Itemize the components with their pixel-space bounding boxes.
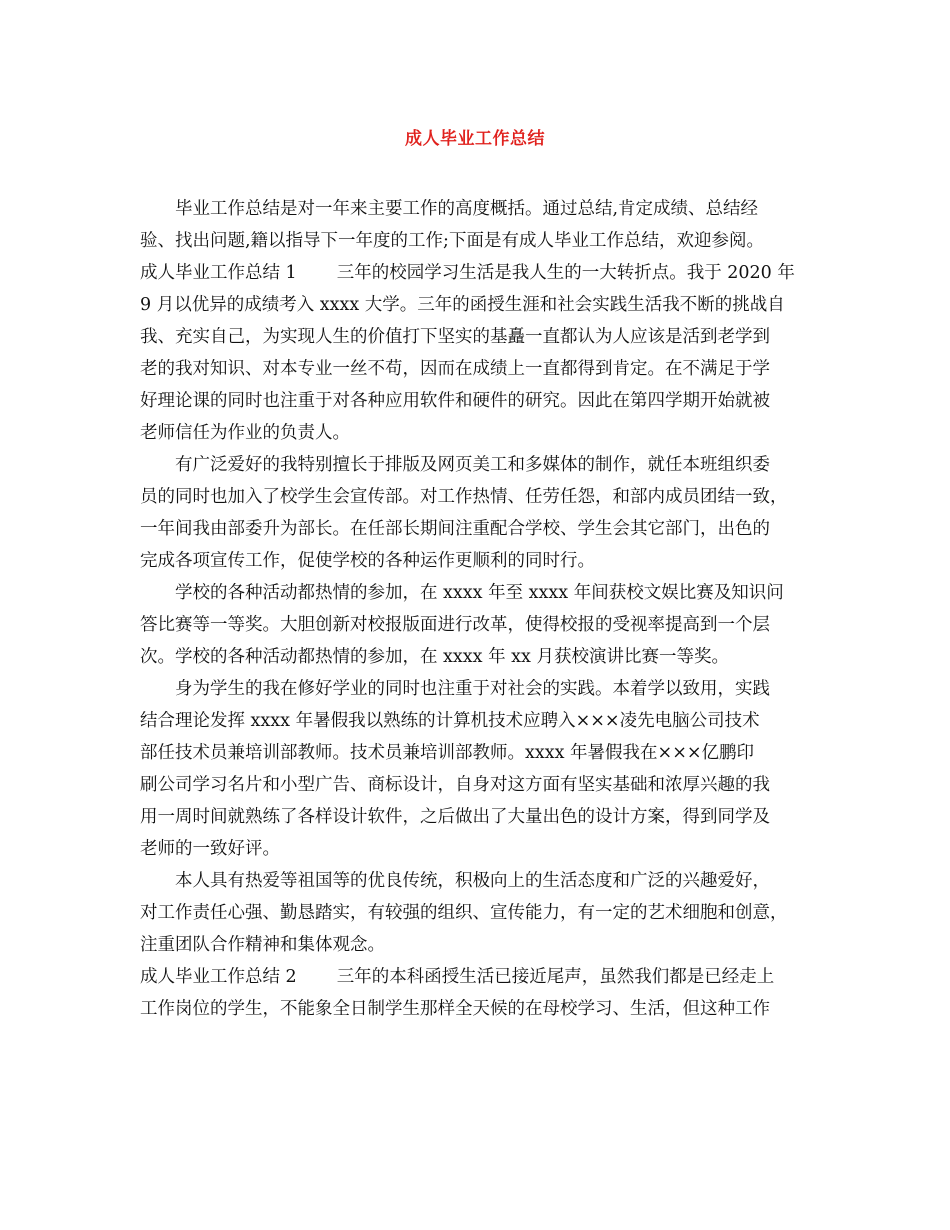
- section-1-first-line: [140, 257, 820, 289]
- text-line: 完成各项宣传工作，促使学校的各种运作更顺利的同时行。: [140, 551, 595, 571]
- text-line: 9 月以优异的成绩考入 xxxx 大学。三年的函授生涯和社会实践生活我不断的挑战自: [140, 295, 785, 315]
- text-line: 三年的校园学习生活是我人生的一大转折点。我于 2020 年: [336, 263, 795, 283]
- section-1-heading: 成人毕业工作总结 1: [140, 263, 297, 283]
- text-line: 验、找出问题,籍以指导下一年度的工作;下面是有成人毕业工作总结，欢迎参阅。: [140, 231, 764, 251]
- text-line: 工作岗位的学生，不能象全日制学生那样全天候的在母校学习、生活，但这种工作: [140, 999, 770, 1019]
- section-2-first-line: [140, 961, 820, 993]
- text-line: 三年的本科函授生活已接近尾声，虽然我们都是已经走上: [336, 967, 775, 987]
- section-2-heading: 成人毕业工作总结 2: [140, 967, 297, 987]
- text-line: 有广泛爱好的我特别擅长于排版及网页美工和多媒体的制作，就任本班组织委: [175, 455, 770, 475]
- text-line: 答比赛等一等奖。大胆创新对校报版面进行改革，使得校报的受视率提高到一个层: [140, 615, 770, 635]
- text-line: 身为学生的我在修好学业的同时也注重于对社会的实践。本着学以致用，实践: [175, 679, 770, 699]
- document-body: [140, 193, 820, 1025]
- text-line: 毕业工作总结是对一年来主要工作的高度概括。通过总结,肯定成绩、总结经: [175, 199, 759, 219]
- text-line: 老的我对知识、对本专业一丝不苟，因而在成绩上一直都得到肯定。在不满足于学: [140, 359, 770, 379]
- text-line: 本人具有热爱等祖国等的优良传统，积极向上的生活态度和广泛的兴趣爱好，: [175, 871, 770, 891]
- text-line: 老师的一致好评。: [140, 839, 280, 859]
- text-line: 对工作责任心强、勤恳踏实，有较强的组织、宣传能力，有一定的艺术细胞和创意，: [140, 903, 788, 923]
- text-line: 结合理论发挥 xxxx 年暑假我以熟练的计算机技术应聘入×××凌先电脑公司技术: [140, 711, 760, 731]
- text-line: 学校的各种活动都热情的参加，在 xxxx 年至 xxxx 年间获校文娱比赛及知识问: [175, 583, 784, 603]
- text-line: 我、充实自己，为实现人生的价值打下坚实的基矗一直都认为人应该是活到老学到: [140, 327, 770, 347]
- text-line: 员的同时也加入了校学生会宣传部。对工作热情、任劳任怨，和部内成员团结一致，: [140, 487, 788, 507]
- text-line: 次。学校的各种活动都热情的参加，在 xxxx 年 xx 月获校演讲比赛一等奖。: [140, 647, 729, 667]
- document-title: 成人毕业工作总结: [405, 129, 545, 149]
- text-line: 注重团队合作精神和集体观念。: [140, 935, 385, 955]
- text-line: 部任技术员兼培训部教师。技术员兼培训部教师。xxxx 年暑假我在×××亿鹏印: [140, 743, 755, 763]
- text-line: 好理论课的同时也注重于对各种应用软件和硬件的研究。因此在第四学期开始就被: [140, 391, 770, 411]
- text-line: 用一周时间就熟练了各样设计软件，之后做出了大量出色的设计方案，得到同学及: [140, 807, 770, 827]
- text-line: 一年间我由部委升为部长。在任部长期间注重配合学校、学生会其它部门，出色的: [140, 519, 770, 539]
- text-line: 老师信任为作业的负责人。: [140, 423, 350, 443]
- text-line: 刷公司学习名片和小型广告、商标设计，自身对这方面有坚实基础和浓厚兴趣的我: [140, 775, 770, 795]
